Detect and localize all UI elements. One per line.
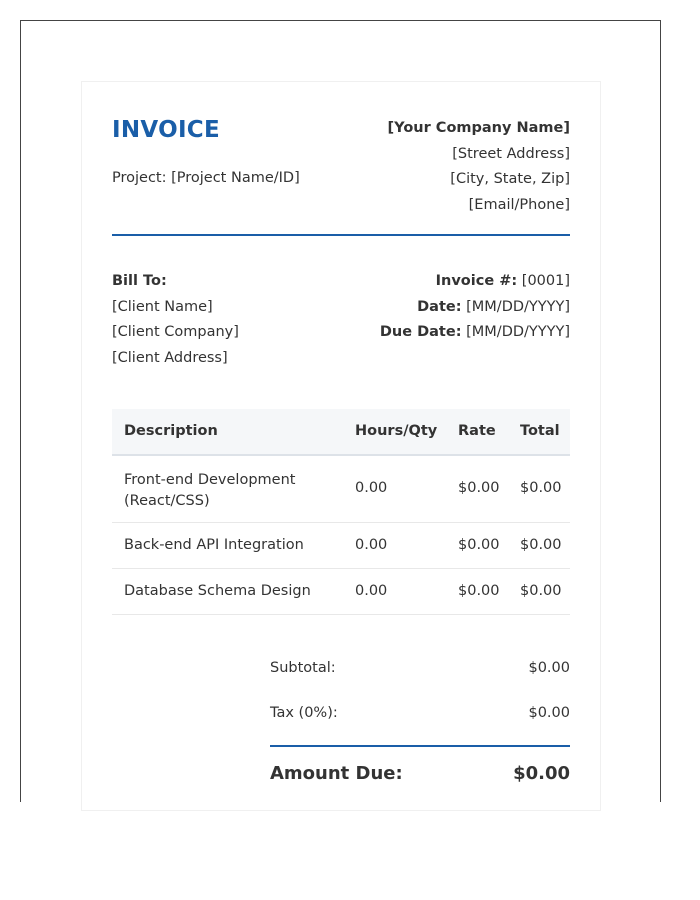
date-value: [MM/DD/YYYY] <box>466 298 570 315</box>
table-header-row <box>112 409 570 456</box>
header-divider <box>112 234 570 236</box>
client-company: [Client Company] <box>112 324 239 340</box>
company-name: [Your Company Name] <box>387 120 570 136</box>
row-total: $0.00 <box>520 537 562 553</box>
invoice-number-line <box>380 269 570 295</box>
due-date-label: Due Date: <box>379 324 462 340</box>
tax-row <box>270 705 570 725</box>
row-qty: 0.00 <box>355 537 388 553</box>
invoice-meta-block <box>380 269 570 346</box>
header-total: Total <box>520 423 560 439</box>
row-rate: $0.00 <box>458 480 500 496</box>
amount-due-row <box>270 763 570 787</box>
client-name: [Client Name] <box>112 298 213 315</box>
table-row <box>112 523 570 569</box>
row-rate: $0.00 <box>458 583 500 599</box>
header-rate: Rate <box>458 423 496 439</box>
company-street: [Street Address] <box>452 145 570 162</box>
row-description <box>124 470 295 512</box>
invoice-number-value: [0001] <box>521 273 570 289</box>
project-line: Project: [Project Name/ID] <box>112 170 300 186</box>
company-block <box>388 116 570 218</box>
bill-to-label: Bill To: <box>112 273 167 289</box>
header-qty: Hours/Qty <box>355 423 438 439</box>
header-description: Description <box>124 423 218 439</box>
invoice-number-label: Invoice #: <box>435 273 518 289</box>
tax-value: $0.00 <box>528 705 570 721</box>
due-date-line <box>380 320 570 346</box>
bill-to-block <box>112 269 239 371</box>
company-city: [City, State, Zip] <box>450 171 570 187</box>
row-description-line2: (React/CSS) <box>124 493 210 509</box>
subtotal-row <box>270 660 570 680</box>
subtotal-value: $0.00 <box>528 660 570 676</box>
row-rate: $0.00 <box>458 537 500 553</box>
invoice-title: INVOICE <box>112 117 221 143</box>
row-total: $0.00 <box>520 583 562 599</box>
row-description: Database Schema Design <box>124 583 311 599</box>
row-total: $0.00 <box>520 480 562 496</box>
subtotal-label: Subtotal: <box>270 660 336 676</box>
date-line <box>380 295 570 321</box>
date-label: Date: <box>417 298 462 315</box>
row-description: Back-end API Integration <box>124 537 304 553</box>
amount-due-label: Amount Due: <box>270 763 403 784</box>
company-contact: [Email/Phone] <box>468 196 570 213</box>
table-row <box>112 569 570 615</box>
table-row <box>112 456 570 523</box>
tax-label: Tax (0%): <box>270 705 338 721</box>
line-items-table <box>112 409 570 615</box>
due-date-value: [MM/DD/YYYY] <box>466 324 570 340</box>
row-qty: 0.00 <box>355 583 388 599</box>
amount-due-value: $0.00 <box>513 763 570 784</box>
totals-divider <box>270 745 570 747</box>
row-description-line1: Front-end Development <box>124 472 296 488</box>
client-address: [Client Address] <box>112 349 228 366</box>
row-qty: 0.00 <box>355 480 388 496</box>
